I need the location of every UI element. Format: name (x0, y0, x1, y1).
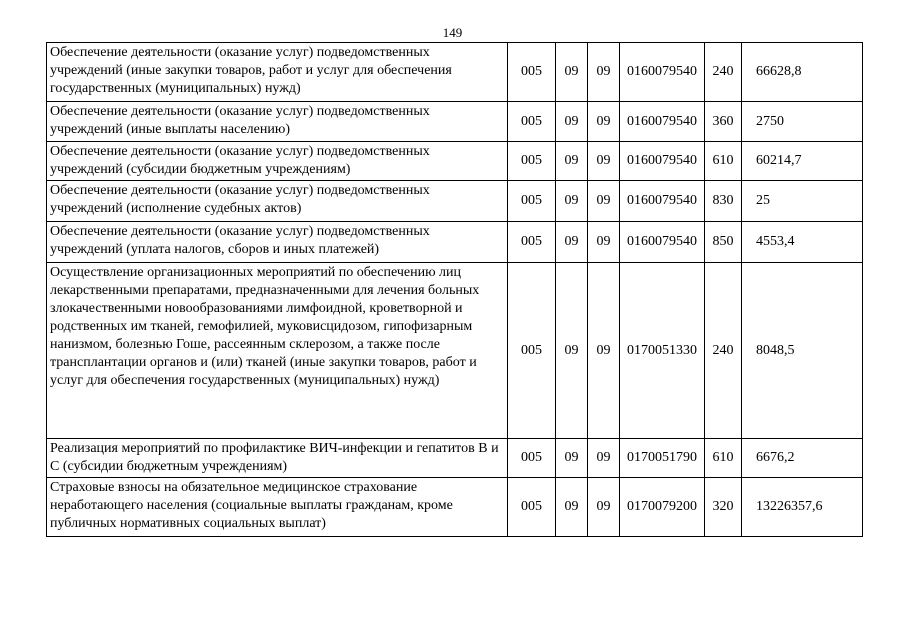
expense-type-code: 240 (705, 43, 742, 102)
table-row (47, 43, 863, 102)
target-code: 0160079540 (620, 43, 705, 102)
target-code: 0160079540 (620, 222, 705, 263)
row-description: Страховые взносы на обязательное медицинское страхование неработающего населения (социальные выплаты гражданам, кроме публичных нормативных социальных выплат) (47, 478, 508, 537)
subsection-code: 09 (588, 478, 620, 537)
subsection-code: 09 (588, 181, 620, 222)
subsection-code: 09 (588, 102, 620, 142)
amount: 13226357,6 (742, 478, 863, 537)
section-code: 09 (556, 439, 588, 478)
expense-type-code: 360 (705, 102, 742, 142)
row-description: Обеспечение деятельности (оказание услуг) подведомственных учреждений (иные выплаты населению) (47, 102, 508, 142)
ministry-code: 005 (508, 142, 556, 181)
expense-type-code: 320 (705, 478, 742, 537)
row-description: Обеспечение деятельности (оказание услуг) подведомственных учреждений (иные закупки товаров, работ и услуг для обеспечения государственных (муниципальных) нужд) (47, 43, 508, 102)
ministry-code: 005 (508, 478, 556, 537)
table-row (47, 181, 863, 222)
section-code: 09 (556, 142, 588, 181)
amount: 66628,8 (742, 43, 863, 102)
subsection-code: 09 (588, 43, 620, 102)
row-description: Обеспечение деятельности (оказание услуг) подведомственных учреждений (исполнение судебных актов) (47, 181, 508, 222)
row-description: Обеспечение деятельности (оказание услуг) подведомственных учреждений (уплата налогов, сборов и иных платежей) (47, 222, 508, 263)
row-description: Реализация мероприятий по профилактике ВИЧ-инфекции и гепатитов В и С (субсидии бюджетным учреждениям) (47, 439, 508, 478)
amount: 60214,7 (742, 142, 863, 181)
expense-type-code: 830 (705, 181, 742, 222)
ministry-code: 005 (508, 43, 556, 102)
table-row (47, 142, 863, 181)
section-code: 09 (556, 263, 588, 439)
target-code: 0170051330 (620, 263, 705, 439)
table-row (47, 439, 863, 478)
target-code: 0170079200 (620, 478, 705, 537)
ministry-code: 005 (508, 222, 556, 263)
expense-type-code: 610 (705, 142, 742, 181)
subsection-code: 09 (588, 142, 620, 181)
row-description: Осуществление организационных мероприятий по обеспечению лиц лекарственными препаратами, предназначенными для лечения больных злокачественными новообразованиями лимфоидной, кроветворной и родственных им тканей, гемофилией, муковисцидозом, гипофизарным нанизмом, болезнью Гоше, рассеянным склерозом, а также после трансплантации органов и (или) тканей (иные закупки товаров, работ и услуг для обеспечения государственных (муниципальных) нужд) (47, 263, 508, 439)
amount: 8048,5 (742, 263, 863, 439)
section-code: 09 (556, 222, 588, 263)
subsection-code: 09 (588, 263, 620, 439)
target-code: 0160079540 (620, 181, 705, 222)
amount: 25 (742, 181, 863, 222)
section-code: 09 (556, 102, 588, 142)
ministry-code: 005 (508, 102, 556, 142)
expense-type-code: 240 (705, 263, 742, 439)
amount: 4553,4 (742, 222, 863, 263)
budget-table (46, 42, 863, 537)
section-code: 09 (556, 181, 588, 222)
ministry-code: 005 (508, 439, 556, 478)
expense-type-code: 850 (705, 222, 742, 263)
table-row (47, 478, 863, 537)
expense-type-code: 610 (705, 439, 742, 478)
ministry-code: 005 (508, 181, 556, 222)
amount: 6676,2 (742, 439, 863, 478)
page-number: 149 (442, 25, 463, 40)
section-code: 09 (556, 43, 588, 102)
target-code: 0160079540 (620, 102, 705, 142)
target-code: 0160079540 (620, 142, 705, 181)
amount: 2750 (742, 102, 863, 142)
table-row (47, 222, 863, 263)
table-row (47, 102, 863, 142)
section-code: 09 (556, 478, 588, 537)
subsection-code: 09 (588, 439, 620, 478)
row-description: Обеспечение деятельности (оказание услуг) подведомственных учреждений (субсидии бюджетным учреждениям) (47, 142, 508, 181)
subsection-code: 09 (588, 222, 620, 263)
ministry-code: 005 (508, 263, 556, 439)
target-code: 0170051790 (620, 439, 705, 478)
table-row (47, 263, 863, 439)
